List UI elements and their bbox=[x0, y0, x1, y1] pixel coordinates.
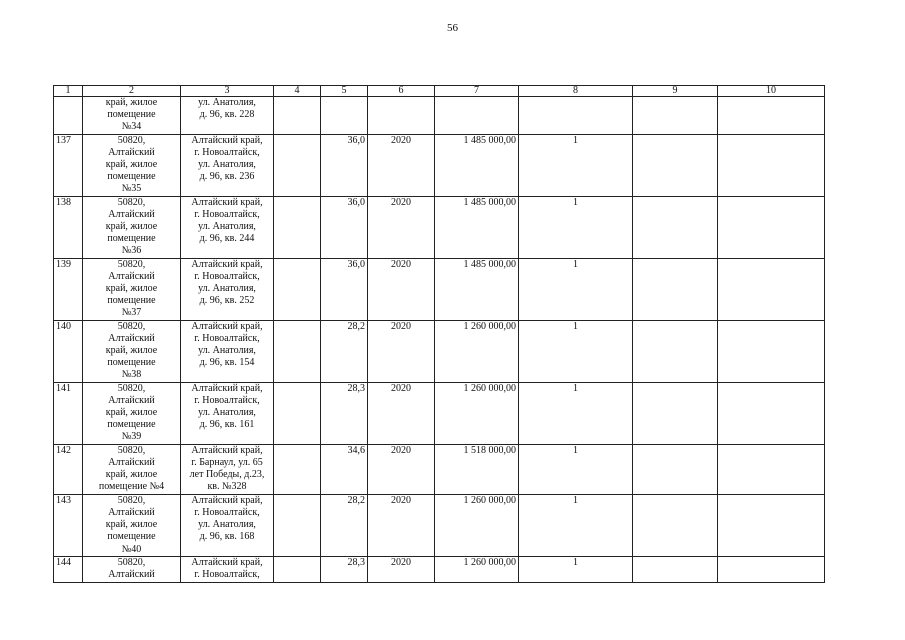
cell-line: 50820, bbox=[117, 258, 146, 270]
cell-line: №39 bbox=[121, 431, 142, 443]
cell-line: лет Победы, д.23, bbox=[189, 469, 265, 481]
col10-cell bbox=[718, 382, 825, 444]
cell-line: край, жилое bbox=[105, 519, 158, 531]
object-cell bbox=[83, 97, 181, 135]
object-cell bbox=[83, 196, 181, 258]
col4-cell bbox=[274, 196, 321, 258]
year-cell: 2020 bbox=[368, 196, 435, 258]
cell-line: помещение bbox=[107, 109, 156, 121]
row-number-cell: 138 bbox=[54, 196, 83, 258]
price-cell: 1 518 000,00 bbox=[435, 444, 519, 494]
object-cell bbox=[83, 494, 181, 556]
cell-line: ул. Анатолия, bbox=[198, 407, 256, 419]
quantity-cell: 1 bbox=[519, 134, 633, 196]
col4-cell bbox=[274, 444, 321, 494]
address-cell bbox=[181, 134, 274, 196]
registry-table bbox=[53, 85, 825, 583]
cell-line: ул. Анатолия, bbox=[198, 283, 256, 295]
col4-cell bbox=[274, 258, 321, 320]
price-cell: 1 260 000,00 bbox=[435, 556, 519, 582]
cell-line: 50820, bbox=[117, 444, 146, 456]
col10-cell bbox=[718, 494, 825, 556]
cell-line: г. Барнаул, ул. 65 bbox=[191, 456, 263, 468]
col4-cell bbox=[274, 97, 321, 135]
quantity-cell: 1 bbox=[519, 320, 633, 382]
cell-line: д. 96, кв. 244 bbox=[199, 233, 255, 245]
cell-line: Алтайский bbox=[108, 394, 155, 406]
year-cell: 2020 bbox=[368, 556, 435, 582]
object-cell bbox=[83, 258, 181, 320]
col4-cell bbox=[274, 320, 321, 382]
area-cell: 28,2 bbox=[321, 494, 368, 556]
header-cell: 2 bbox=[83, 86, 181, 97]
cell-line: помещение №4 bbox=[98, 481, 165, 493]
header-cell: 5 bbox=[321, 86, 368, 97]
header-cell: 9 bbox=[633, 86, 718, 97]
cell-line: ул. Анатолия, bbox=[198, 345, 256, 357]
price-cell: 1 485 000,00 bbox=[435, 258, 519, 320]
col9-cell bbox=[633, 134, 718, 196]
quantity-cell bbox=[519, 97, 633, 135]
cell-line: помещение bbox=[107, 531, 156, 543]
cell-line: Алтайский bbox=[108, 146, 155, 158]
year-cell: 2020 bbox=[368, 320, 435, 382]
cell-line: 50820, bbox=[117, 320, 146, 332]
cell-line: г. Новоалтайск, bbox=[194, 394, 260, 406]
quantity-cell: 1 bbox=[519, 494, 633, 556]
cell-line: край, жилое bbox=[105, 345, 158, 357]
cell-line: д. 96, кв. 161 bbox=[199, 419, 255, 431]
header-cell: 4 bbox=[274, 86, 321, 97]
col4-cell bbox=[274, 556, 321, 582]
price-cell: 1 260 000,00 bbox=[435, 494, 519, 556]
year-cell: 2020 bbox=[368, 382, 435, 444]
address-cell bbox=[181, 444, 274, 494]
cell-line: г. Новоалтайск, bbox=[194, 332, 260, 344]
object-cell bbox=[83, 556, 181, 582]
quantity-cell: 1 bbox=[519, 196, 633, 258]
cell-line: Алтайский край, bbox=[191, 382, 263, 394]
price-cell: 1 485 000,00 bbox=[435, 134, 519, 196]
cell-line: край, жилое bbox=[105, 469, 158, 481]
row-number-cell: 144 bbox=[54, 556, 83, 582]
year-cell: 2020 bbox=[368, 134, 435, 196]
col4-cell bbox=[274, 134, 321, 196]
cell-line: Алтайский край, bbox=[191, 494, 263, 506]
cell-line: 50820, bbox=[117, 494, 146, 506]
cell-line: край, жилое bbox=[105, 407, 158, 419]
cell-line: 50820, bbox=[117, 556, 146, 568]
table-row bbox=[54, 134, 825, 196]
cell-line: ул. Анатолия, bbox=[198, 221, 256, 233]
row-number-cell: 139 bbox=[54, 258, 83, 320]
area-cell: 28,2 bbox=[321, 320, 368, 382]
table-row bbox=[54, 556, 825, 582]
cell-line: г. Новоалтайск, bbox=[194, 568, 260, 580]
cell-line: Алтайский bbox=[108, 456, 155, 468]
cell-line: кв. №328 bbox=[207, 481, 247, 493]
table-row bbox=[54, 196, 825, 258]
cell-line: г. Новоалтайск, bbox=[194, 146, 260, 158]
cell-line: г. Новоалтайск, bbox=[194, 270, 260, 282]
year-cell bbox=[368, 97, 435, 135]
quantity-cell: 1 bbox=[519, 444, 633, 494]
address-cell bbox=[181, 320, 274, 382]
quantity-cell: 1 bbox=[519, 382, 633, 444]
header-cell: 10 bbox=[718, 86, 825, 97]
header-cell: 7 bbox=[435, 86, 519, 97]
cell-line: Алтайский bbox=[108, 506, 155, 518]
cell-line: Алтайский край, bbox=[191, 134, 263, 146]
cell-line: №37 bbox=[121, 307, 142, 319]
cell-line: ул. Анатолия, bbox=[198, 97, 256, 108]
cell-line: Алтайский bbox=[108, 332, 155, 344]
price-cell: 1 260 000,00 bbox=[435, 382, 519, 444]
cell-line: край, жилое bbox=[105, 221, 158, 233]
col10-cell bbox=[718, 196, 825, 258]
area-cell bbox=[321, 97, 368, 135]
col9-cell bbox=[633, 494, 718, 556]
cell-line: Алтайский край, bbox=[191, 556, 263, 568]
cell-line: Алтайский bbox=[108, 270, 155, 282]
cell-line: 50820, bbox=[117, 196, 146, 208]
price-cell bbox=[435, 97, 519, 135]
cell-line: помещение bbox=[107, 233, 156, 245]
cell-line: край, жилое bbox=[105, 97, 158, 108]
area-cell: 36,0 bbox=[321, 258, 368, 320]
cell-line: д. 96, кв. 236 bbox=[199, 171, 255, 183]
col9-cell bbox=[633, 97, 718, 135]
cell-line: Алтайский bbox=[108, 568, 155, 580]
cell-line: г. Новоалтайск, bbox=[194, 506, 260, 518]
address-cell bbox=[181, 494, 274, 556]
table-header-row bbox=[54, 86, 825, 97]
object-cell bbox=[83, 134, 181, 196]
cell-line: №35 bbox=[121, 183, 142, 195]
row-number-cell bbox=[54, 97, 83, 135]
quantity-cell: 1 bbox=[519, 258, 633, 320]
cell-line: помещение bbox=[107, 419, 156, 431]
cell-line: помещение bbox=[107, 171, 156, 183]
cell-line: д. 96, кв. 154 bbox=[199, 357, 255, 369]
address-cell bbox=[181, 196, 274, 258]
col10-cell bbox=[718, 444, 825, 494]
col10-cell bbox=[718, 320, 825, 382]
address-cell bbox=[181, 556, 274, 582]
cell-line: г. Новоалтайск, bbox=[194, 208, 260, 220]
col9-cell bbox=[633, 320, 718, 382]
table-row bbox=[54, 320, 825, 382]
col9-cell bbox=[633, 556, 718, 582]
cell-line: д. 96, кв. 168 bbox=[199, 531, 255, 543]
cell-line: д. 96, кв. 252 bbox=[199, 295, 255, 307]
table-row bbox=[54, 382, 825, 444]
address-cell bbox=[181, 382, 274, 444]
cell-line: ул. Анатолия, bbox=[198, 159, 256, 171]
address-cell bbox=[181, 97, 274, 135]
area-cell: 28,3 bbox=[321, 556, 368, 582]
row-number-cell: 141 bbox=[54, 382, 83, 444]
cell-line: ул. Анатолия, bbox=[198, 519, 256, 531]
cell-line: 50820, bbox=[117, 382, 146, 394]
cell-line: №34 bbox=[121, 121, 142, 133]
row-number-cell: 140 bbox=[54, 320, 83, 382]
header-cell: 6 bbox=[368, 86, 435, 97]
cell-line: Алтайский край, bbox=[191, 258, 263, 270]
cell-line: №36 bbox=[121, 245, 142, 257]
header-cell: 3 bbox=[181, 86, 274, 97]
col9-cell bbox=[633, 258, 718, 320]
col10-cell bbox=[718, 97, 825, 135]
cell-line: край, жилое bbox=[105, 283, 158, 295]
cell-line: Алтайский край, bbox=[191, 320, 263, 332]
price-cell: 1 260 000,00 bbox=[435, 320, 519, 382]
col10-cell bbox=[718, 258, 825, 320]
cell-line: №40 bbox=[121, 543, 142, 555]
col4-cell bbox=[274, 494, 321, 556]
col9-cell bbox=[633, 382, 718, 444]
header-cell: 8 bbox=[519, 86, 633, 97]
area-cell: 34,6 bbox=[321, 444, 368, 494]
header-cell: 1 bbox=[54, 86, 83, 97]
year-cell: 2020 bbox=[368, 258, 435, 320]
table-row bbox=[54, 97, 825, 135]
row-number-cell: 143 bbox=[54, 494, 83, 556]
cell-line: №38 bbox=[121, 369, 142, 381]
col10-cell bbox=[718, 556, 825, 582]
area-cell: 36,0 bbox=[321, 134, 368, 196]
cell-line: 50820, bbox=[117, 134, 146, 146]
table-row bbox=[54, 258, 825, 320]
row-number-cell: 137 bbox=[54, 134, 83, 196]
cell-line: Алтайский край, bbox=[191, 196, 263, 208]
address-cell bbox=[181, 258, 274, 320]
cell-line: Алтайский край, bbox=[191, 444, 263, 456]
col9-cell bbox=[633, 444, 718, 494]
cell-line: д. 96, кв. 228 bbox=[199, 109, 255, 121]
cell-line: край, жилое bbox=[105, 159, 158, 171]
object-cell bbox=[83, 320, 181, 382]
price-cell: 1 485 000,00 bbox=[435, 196, 519, 258]
cell-line: помещение bbox=[107, 295, 156, 307]
table-row bbox=[54, 444, 825, 494]
area-cell: 36,0 bbox=[321, 196, 368, 258]
year-cell: 2020 bbox=[368, 494, 435, 556]
page-number: 56 bbox=[447, 22, 458, 34]
row-number-cell: 142 bbox=[54, 444, 83, 494]
object-cell bbox=[83, 444, 181, 494]
object-cell bbox=[83, 382, 181, 444]
quantity-cell: 1 bbox=[519, 556, 633, 582]
col10-cell bbox=[718, 134, 825, 196]
year-cell: 2020 bbox=[368, 444, 435, 494]
table-row bbox=[54, 494, 825, 556]
cell-line: Алтайский bbox=[108, 208, 155, 220]
col4-cell bbox=[274, 382, 321, 444]
col9-cell bbox=[633, 196, 718, 258]
area-cell: 28,3 bbox=[321, 382, 368, 444]
cell-line: помещение bbox=[107, 357, 156, 369]
